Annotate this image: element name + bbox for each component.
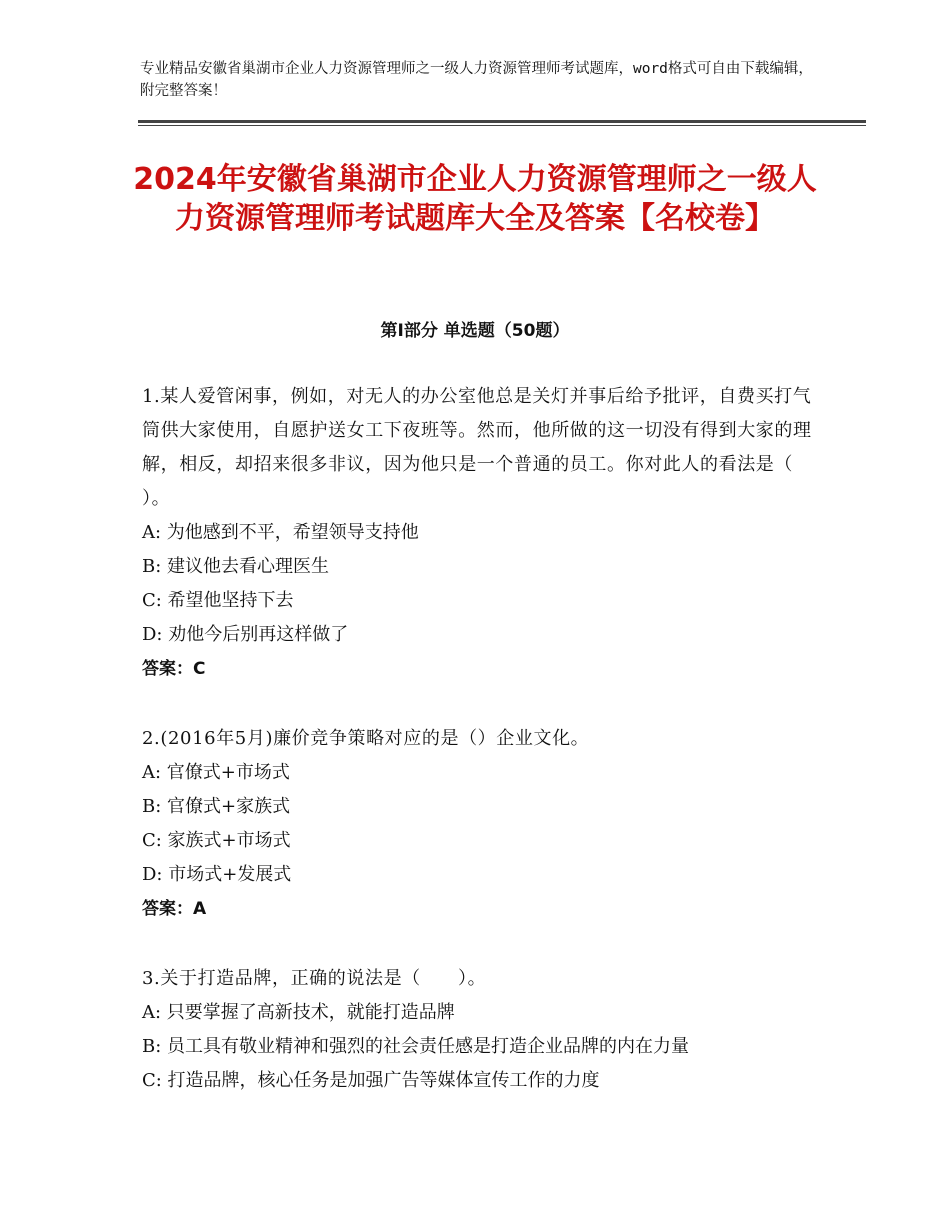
question-stem: 2.(2016年5月)廉价竞争策略对应的是（）企业文化。 — [142, 728, 590, 749]
question-1 — [142, 380, 812, 686]
question-stem: 3.关于打造品牌，正确的说法是（ ）。 — [142, 968, 487, 989]
header-note: 专业精品安徽省巢湖市企业人力资源管理师之一级人力资源管理师考试题库，word格式可自由下载编辑，附完整答案！ — [140, 61, 813, 99]
option-c: C: 打造品牌，核心任务是加强广告等媒体宣传工作的力度 — [142, 1070, 600, 1091]
question-stem: 1.某人爱管闲事，例如，对无人的办公室他总是关灯并事后给予批评，自费买打气筒供大家使用，自愿护送女工下夜班等。然而，他所做的这一切没有得到大家的理解，相反，却招来很多非议，因为他只是一个普通的员工。你对此人的看法是（ ）。 — [142, 386, 812, 509]
option-b: B: 官僚式+家族式 — [142, 796, 291, 817]
option-d: D: 市场式+发展式 — [142, 864, 292, 885]
answer-label: 答案：C — [142, 659, 206, 679]
question-3 — [142, 962, 812, 1098]
option-c: C: 希望他坚持下去 — [142, 590, 294, 611]
question-list — [142, 380, 812, 1134]
option-b: B: 建议他去看心理医生 — [142, 556, 330, 577]
section-heading: 第Ⅰ部分 单选题（50题） — [380, 321, 570, 341]
question-2 — [142, 722, 812, 926]
option-a: A: 只要掌握了高新技术，就能打造品牌 — [142, 1002, 455, 1023]
document-title: 2024年安徽省巢湖市企业人力资源管理师之一级人力资源管理师考试题库大全及答案【名校卷】 — [133, 162, 817, 236]
answer-label: 答案：A — [142, 899, 207, 919]
option-d: D: 劝他今后别再这样做了 — [142, 624, 349, 645]
header-divider-thick — [138, 120, 866, 123]
header-divider-thin — [138, 125, 866, 126]
option-c: C: 家族式+市场式 — [142, 830, 291, 851]
option-b: B: 员工具有敬业精神和强烈的社会责任感是打造企业品牌的内在力量 — [142, 1036, 690, 1057]
option-a: A: 为他感到不平，希望领导支持他 — [142, 522, 419, 543]
option-a: A: 官僚式+市场式 — [142, 762, 290, 783]
